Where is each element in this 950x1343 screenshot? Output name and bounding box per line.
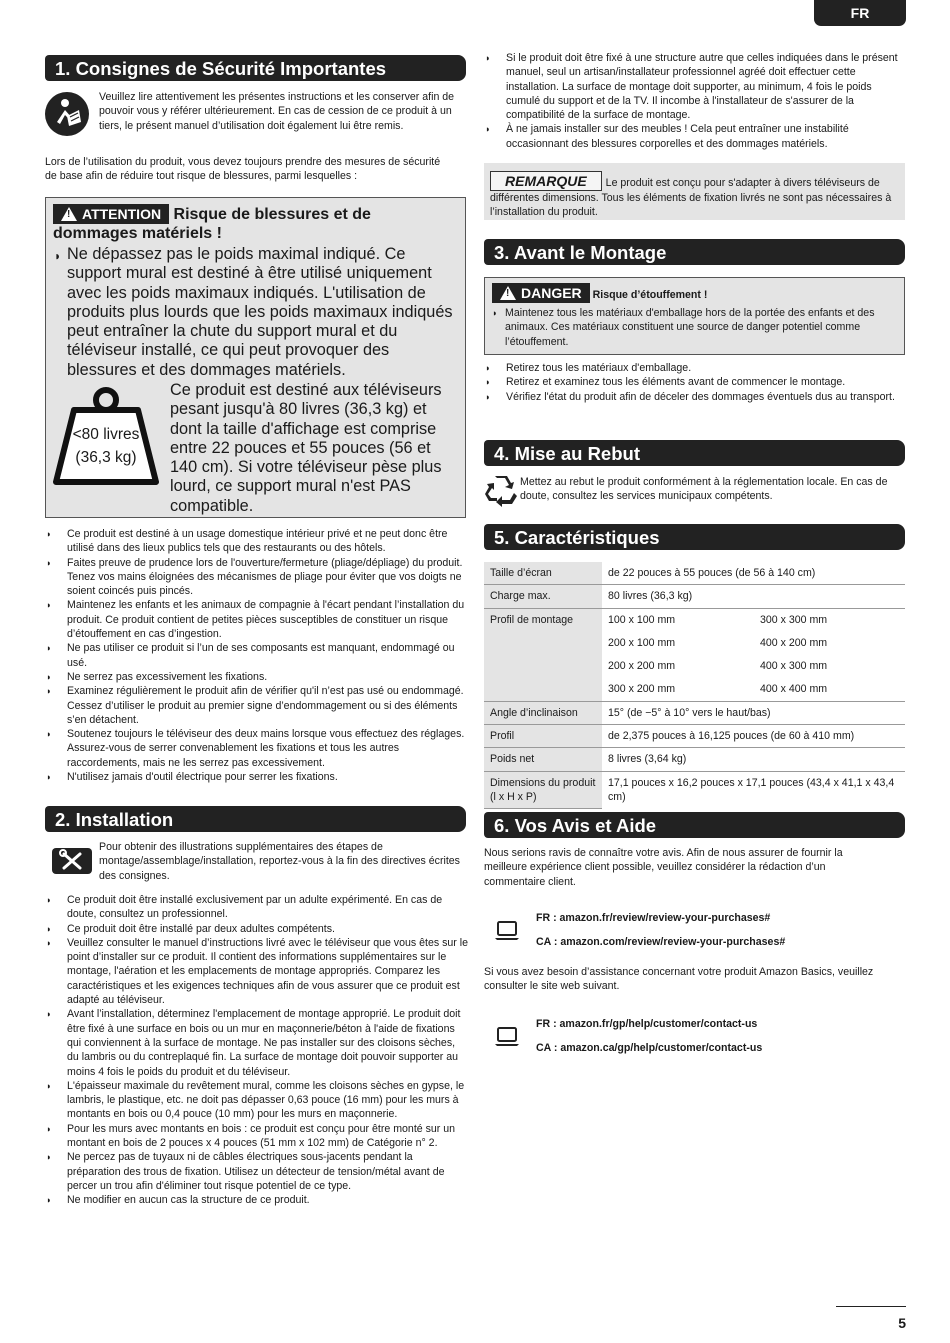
table-row — [484, 725, 905, 748]
table-row — [484, 585, 905, 608]
help-link-fr[interactable]: FR : amazon.fr/gp/help/customer/contact-us — [536, 1018, 758, 1030]
spec-value: 300 x 200 mm — [602, 678, 754, 701]
section-2-heading: 2. Installation — [45, 806, 466, 832]
spec-value: 400 x 300 mm — [760, 660, 828, 673]
danger-heading: Risque d’étouffement ! — [592, 289, 708, 301]
remarque-tag: REMARQUE — [490, 171, 602, 191]
danger-tag: !DANGER — [492, 283, 590, 303]
list-item: ◗ Retirez tous les matériaux d'emballage. — [484, 361, 908, 375]
section-3-heading: 3. Avant le Montage — [484, 239, 905, 265]
table-row — [484, 562, 905, 585]
section-6-heading: 6. Vos Avis et Aide — [484, 812, 905, 838]
table-row — [484, 701, 905, 724]
attention-heading: Risque de blessures et de dommages matériels ! — [53, 206, 371, 242]
review-link-fr[interactable]: FR : amazon.fr/review/review-your-purchases# — [536, 912, 771, 924]
weight-compat-text: Ce produit est destiné aux téléviseurs pesant jusqu'à 80 livres (36,3 kg) et dont la taille d'affichage est comprise entre 22 pouces et 55 pouces (56 et 140 cm). Si votre téléviseur pèse plus lourd, ce support mural n'est PAS compatible. — [170, 381, 442, 515]
section-4-heading: 4. Mise au Rebut — [484, 440, 905, 466]
spec-value: 15° (de −5° à 10° vers le haut/bas) — [602, 701, 905, 724]
spec-value: 100 x 100 mm — [608, 613, 676, 626]
list-item: ◗ Si le produit doit être fixé à une structure autre que celles indiquées dans le présent manuel, seul un artisan/installateur professionnel agréé doit effectuer cette installation. La surface de montage doit supporter, au minimum, 4 fois le poids cumulé du support et de la TV. Il incombe à l'installateur de s'assurer de la compatibilité de la surface de montage. — [484, 51, 908, 122]
list-item: ◗ Faites preuve de prudence lors de l'ouverture/fermeture (pliage/dépliage) du produit. Tenez vos mains éloignées des mécanismes de pliage pour éviter que vos doigts ne soient coincés puis pincés. — [45, 556, 469, 599]
list-item: ◗ Ce produit doit être installé par deux adultes compétents. — [45, 922, 469, 936]
weight-limit-kg: (36,3 kg) — [75, 449, 137, 466]
spec-label: Dimensions du produit (l x H x P) — [484, 771, 602, 809]
table-row — [484, 771, 905, 809]
list-item: ◗ Examinez régulièrement le produit afin de vérifier qu'il n’est pas usé ou endommagé. Cessez d’utiliser le produit au premier signe d’endommagement ou si des éléments s’en détachent. — [45, 684, 469, 727]
spec-value: 80 livres (36,3 kg) — [602, 585, 905, 608]
spec-value: 200 x 200 mm — [608, 660, 676, 673]
spec-label: Charge max. — [484, 585, 602, 608]
section-3-bullets — [484, 361, 908, 404]
spec-value: 300 x 300 mm — [760, 613, 828, 626]
language-tab: FR — [814, 0, 906, 26]
review-link-ca[interactable]: CA : amazon.com/review/review-your-purchases# — [536, 936, 786, 948]
spec-label: Poids net — [484, 748, 602, 771]
spec-label: Taille d’écran — [484, 562, 602, 585]
section-1-heading: 1. Consignes de Sécurité Importantes — [45, 55, 466, 81]
help-intro: Si vous avez besoin d’assistance concernant votre produit Amazon Basics, veuillez consulter le site web suivant. — [484, 966, 874, 993]
list-item: ◗ Retirez et examinez tous les éléments avant de commencer le montage. — [484, 375, 908, 389]
spec-label: Profil de montage — [484, 608, 602, 701]
warning-icon — [61, 207, 77, 221]
list-item: ◗ Ce produit doit être installé exclusivement par un adulte expérimenté. En cas de doute, consultez un professionnel. — [45, 893, 469, 922]
list-item: ◗ L'épaisseur maximale du revêtement mural, comme les cloisons sèches en gypse, le lambris, le plastique, etc. ne doit pas dépasser 0,63 pouce (16 mm) pour les murs à montants en bois ou 0,4 pouce (10 mm) pour les murs en maçonnerie. — [45, 1079, 469, 1122]
section-6-intro: Nous serions ravis de connaître votre avis. Afin de nous assurer de fournir la meilleure expérience client possible, veuillez considérer la rédaction d’un commentaire client. — [484, 847, 843, 888]
section-2-bullets — [45, 893, 469, 1208]
spec-value: de 22 pouces à 55 pouces (de 56 à 140 cm) — [602, 562, 905, 585]
spec-value: 400 x 400 mm — [754, 678, 905, 701]
section-1-intro: Veuillez lire attentivement les présentes instructions et les conserver afin de pouvoir vous y référer ultérieurement. En cas de cession de ce produit à un tiers, le présent manuel d’utilisation doit également lui être remis. — [99, 91, 455, 132]
laptop-icon — [494, 920, 520, 942]
help-link-ca[interactable]: CA : amazon.ca/gp/help/customer/contact-us — [536, 1042, 763, 1054]
list-item: ◗ Ce produit est destiné à un usage domestique intérieur privé et ne peut donc être utilisé dans des lieux publics tels que des restaurants ou des hôtels. — [45, 527, 469, 556]
laptop-icon — [494, 1026, 520, 1048]
spec-value: 17,1 pouces x 16,2 pouces x 17,1 pouces (43,4 x 41,1 x 43,4 cm) — [608, 776, 895, 803]
weight-limit-lbs: <80 livres — [72, 426, 140, 443]
footer-divider — [836, 1306, 906, 1307]
tools-icon — [52, 848, 92, 874]
spec-table — [484, 562, 905, 809]
list-item: ◗ Avant l’installation, déterminez l'emplacement de montage approprié. Le produit doit être fixé à une surface en bois ou un mur en maçonnerie/béton à l'aide de fixations qui conviennent à la surface de montage. Ne pas installer sur des cloisons sèches, du lambris ou du contreplaqué fin. La surface de montage doit pouvoir supporter au moins 4 fois le poids du produit et du téléviseur. — [45, 1007, 469, 1078]
read-manual-icon — [45, 92, 89, 136]
list-item: ◗ Ne modifier en aucun cas la structure de ce produit. — [45, 1193, 469, 1207]
installation-continued-bullets — [484, 51, 908, 151]
recycle-icon — [484, 475, 518, 507]
list-item: ◗ Pour les murs avec montants en bois : ce produit est conçu pour être monté sur un montant en bois de 2 pouces x 4 pouces (51 mm x 102 mm) de Catégorie n° 2. — [45, 1122, 469, 1151]
list-item: ◗ Ne percez pas de tuyaux ni de câbles électriques sous-jacents pendant la préparation des trous de fixation. Utilisez un détecteur de tension/métal avant de percer un trou afin d'éliminer tout risque potentiel de ce type. — [45, 1150, 469, 1193]
list-item: ◗ Ne serrez pas excessivement les fixations. — [45, 670, 469, 684]
section-1-bullets — [45, 527, 469, 784]
list-item: ◗ Vérifiez l'état du produit afin de déceler des dommages éventuels dus au transport. — [484, 390, 908, 404]
list-item: ◗ N'utilisez jamais d'outil électrique pour serrer les fixations. — [45, 770, 469, 784]
page-number: 5 — [898, 1315, 906, 1331]
danger-bullet: ◗ Maintenez tous les matériaux d'emballage hors de la portée des enfants et des animaux. Ces matériaux constituent une source de danger potentiel comme l’étouffement. — [491, 306, 881, 349]
spec-value: de 2,375 pouces à 16,125 pouces (de 60 à 410 mm) — [602, 725, 905, 748]
list-item: ◗ Veuillez consulter le manuel d’instructions livré avec le téléviseur que vous êtes sur le point d’installer sur ce produit. Il contient des informations supplémentaires sur le montage, l'aération et les emplacements de montage appropriés. Comparez les caractéristiques et les exigences techniques afin de vous assurer que ce produit est adapté au téléviseur. — [45, 936, 469, 1007]
attention-box — [45, 197, 466, 518]
list-item: ◗ Ne pas utiliser ce produit si l’un de ses composants est manquant, endommagé ou usé. — [45, 641, 469, 670]
table-row — [484, 608, 905, 632]
spec-value: 400 x 200 mm — [760, 636, 828, 649]
spec-label: Profil — [484, 725, 602, 748]
section-4-text: Mettez au rebut le produit conformément à la réglementation locale. En cas de doute, consultez les services municipaux compétents. — [520, 476, 888, 503]
section-2-intro: Pour obtenir des illustrations supplémentaires des étapes de montage/assemblage/installation, reportez-vous à la fin des directives écrites des consignes. — [99, 841, 460, 882]
remarque-text: Le produit est conçu pour s'adapter à divers téléviseurs de différentes dimensions. Tous les éléments de fixation livrés ne sont pas nécessaires à l’installation du produit. — [490, 177, 892, 219]
danger-box — [484, 277, 905, 355]
spec-label: Angle d’inclinaison — [484, 701, 602, 724]
weight-icon — [52, 386, 160, 490]
section-1-lead: Lors de l’utilisation du produit, vous devez toujours prendre des mesures de sécurité de base afin de réduire tout risque de blessures, parmi lesquelles : — [45, 156, 441, 183]
attention-tag: !ATTENTION — [53, 204, 169, 224]
remarque-box — [484, 163, 905, 220]
attention-bullet: ◗ Ne dépassez pas le poids maximal indiqué. Ce support mural est destiné à être utilisé uniquement avec les poids maximaux indiqués. L'utilisation de produits plus lourds que les poids maximaux indiqués peut entraîner la chute du support mural et du téléviseur installé, ce qui peut provoquer des blessures et des dommages matériels. — [53, 245, 458, 380]
table-row — [484, 748, 905, 771]
warning-icon — [500, 286, 516, 300]
list-item: ◗ Maintenez les enfants et les animaux de compagnie à l'écart pendant l’installation du produit. Ce produit contient de petites pièces susceptibles de constituer un risque d’étouffement en cas d’ingestion. — [45, 598, 469, 641]
list-item: ◗ Soutenez toujours le téléviseur des deux mains lorsque vous effectuez des réglages. Assurez-vous de serrer convenablement les fixations et tous les autres raccordements, mais ne les serrez pas excessivement. — [45, 727, 469, 770]
section-5-heading: 5. Caractéristiques — [484, 524, 905, 550]
spec-value: 200 x 100 mm — [608, 636, 676, 649]
spec-value: 8 livres (3,64 kg) — [602, 748, 905, 771]
list-item: ◗ À ne jamais installer sur des meubles ! Cela peut entraîner une instabilité occasionnant des blessures corporelles et des dommages matériels. — [484, 122, 908, 151]
